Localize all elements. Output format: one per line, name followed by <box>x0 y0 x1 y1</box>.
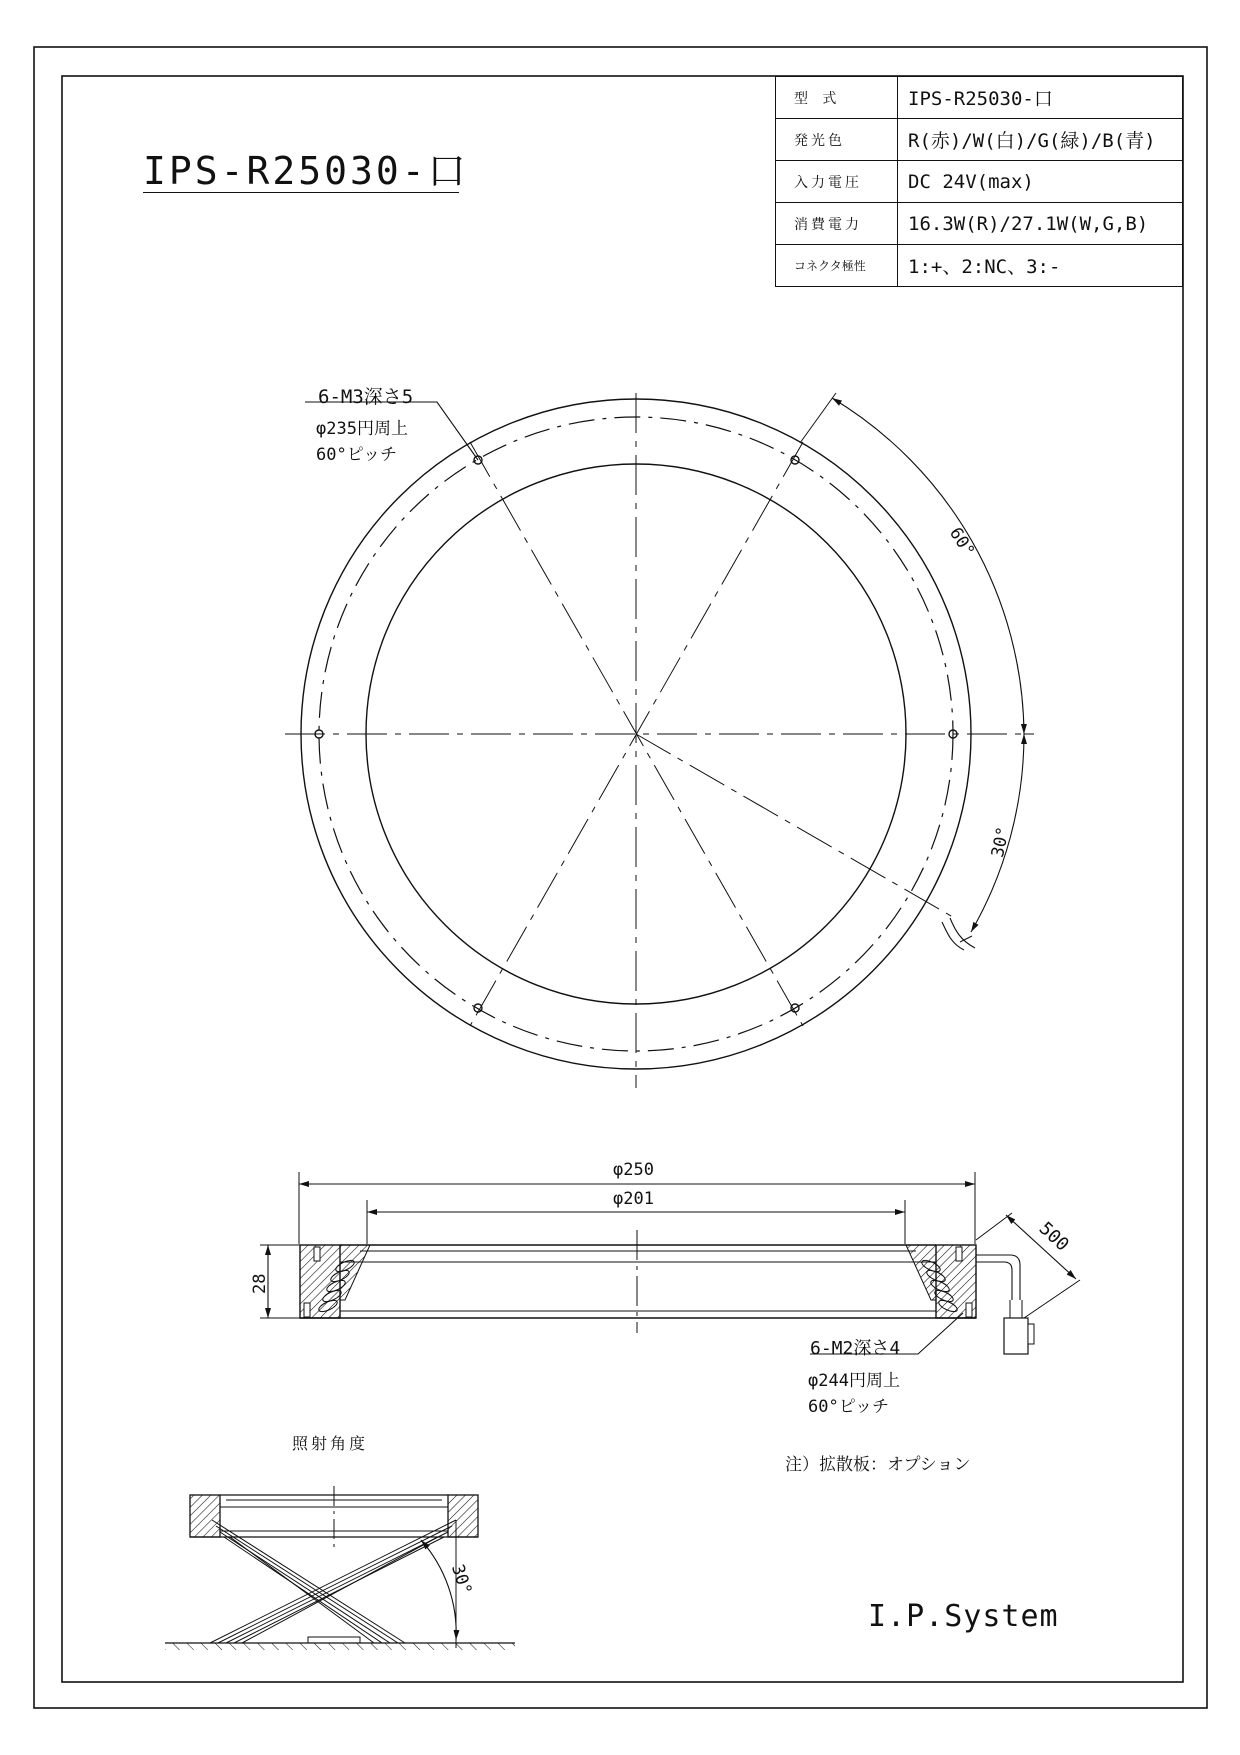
cable-stub <box>942 918 975 950</box>
connector <box>1004 1318 1028 1354</box>
spec-key: 型 式 <box>776 77 898 119</box>
irr-left-section <box>190 1495 220 1537</box>
dim-250-label: φ250 <box>613 1160 654 1180</box>
dim-500-ext <box>1024 1280 1080 1318</box>
spec-row <box>776 203 1183 245</box>
spec-key: 入力電圧 <box>776 161 898 203</box>
spec-key: 消費電力 <box>776 203 898 245</box>
screw-hole <box>304 1303 310 1317</box>
angle-ext-line <box>800 393 836 443</box>
irradiation-angle-label: 30° <box>446 1562 476 1598</box>
spec-key: コネクタ極性 <box>776 245 898 287</box>
inner-border <box>62 76 1183 1682</box>
screw-hole <box>956 1247 962 1261</box>
m2-note-2: φ244円周上 <box>808 1371 900 1391</box>
beam-left-to-right <box>212 1520 405 1643</box>
side-view <box>260 1172 1080 1354</box>
spec-row <box>776 245 1183 287</box>
irr-right-section <box>448 1495 478 1537</box>
dim-500-label: 500 <box>1034 1218 1073 1256</box>
screw-hole <box>966 1303 972 1317</box>
dim-500-ext <box>976 1213 1012 1240</box>
dim-28-label: 28 <box>250 1273 270 1294</box>
hole-note-pcd: φ235円周上 <box>316 419 408 439</box>
left-inner-wedge <box>340 1245 370 1300</box>
spec-value: DC 24V(max) <box>898 161 1183 203</box>
angle-60-label: 60° <box>945 524 979 561</box>
top-view <box>285 393 1034 1088</box>
outer-border <box>34 47 1207 1708</box>
screw-hole <box>314 1247 320 1261</box>
target-object <box>308 1637 360 1643</box>
angle-60-arc <box>832 398 1024 734</box>
spec-value: R(赤)/W(白)/G(緑)/B(青) <box>898 119 1183 161</box>
right-inner-wedge <box>906 1245 936 1300</box>
drawing-title: IPS-R25030-口 <box>143 149 469 193</box>
dim-201-label: φ201 <box>613 1189 654 1209</box>
spec-value: 1:+、2:NC、3:- <box>898 245 1183 287</box>
connector-latch <box>1028 1324 1034 1344</box>
spec-value: 16.3W(R)/27.1W(W,G,B) <box>898 203 1183 245</box>
ground-hatch <box>165 1643 515 1650</box>
cable <box>976 1255 1020 1300</box>
title-underline <box>143 192 459 193</box>
spec-key: 発光色 <box>776 119 898 161</box>
irr-angle-arc <box>421 1540 456 1640</box>
spec-value: IPS-R25030-口 <box>898 77 1183 119</box>
irradiation-title: 照射角度 <box>292 1434 369 1453</box>
brand-name: I.P.System <box>868 1599 1059 1634</box>
hole-note-m3: 6-M3深さ5 <box>318 386 414 408</box>
m2-note-3: 60°ピッチ <box>808 1397 890 1417</box>
angle-30-label: 30° <box>988 824 1014 860</box>
cable-angle-line <box>636 734 958 920</box>
beam-right-to-left <box>210 1520 456 1643</box>
spec-table <box>775 76 1183 287</box>
diffuser-note: 注）拡散板：オプション <box>785 1455 971 1475</box>
m2-note-1: 6-M2深さ4 <box>810 1338 901 1359</box>
cable-cut <box>960 936 972 942</box>
hole-note-pitch: 60°ピッチ <box>316 445 398 465</box>
spec-row <box>776 161 1183 203</box>
spec-row <box>776 119 1183 161</box>
spec-row <box>776 77 1183 119</box>
